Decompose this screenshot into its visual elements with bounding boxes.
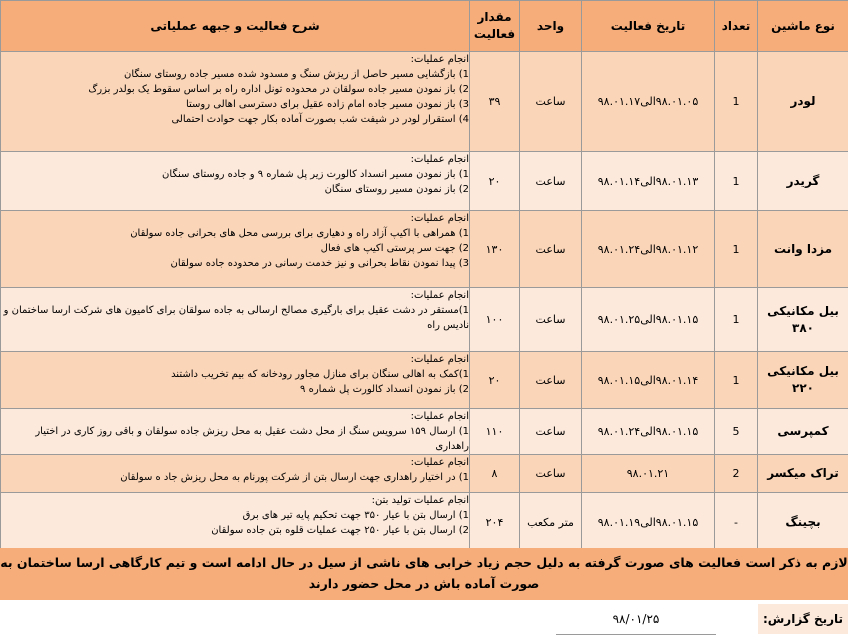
unit-cell: متر مکعب [520, 493, 582, 552]
description-cell [1, 352, 470, 409]
unit-cell: ساعت [520, 352, 582, 409]
description-heading: انجام عملیات: [1, 455, 469, 470]
machine-type-cell: بیل مکانیکی ۳۸۰ [758, 288, 848, 352]
description-cell [1, 52, 470, 152]
description-cell [1, 152, 470, 211]
count-cell: 1 [715, 211, 758, 288]
header-machine-type: نوع ماشین [758, 1, 848, 52]
description-item: 1) در اختیار راهداری جهت ارسال بتن از شرکت پورنام به محل ریزش جاد ه سولقان [1, 470, 469, 485]
unit-cell: ساعت [520, 409, 582, 455]
table-row [1, 455, 848, 493]
machine-type-cell: مزدا وانت [758, 211, 848, 288]
amount-cell: ۲۰ [470, 152, 520, 211]
amount-cell: ۲۰ [470, 352, 520, 409]
description-heading: انجام عملیات: [1, 288, 469, 303]
count-cell: - [715, 493, 758, 552]
count-cell: 1 [715, 52, 758, 152]
unit-cell: ساعت [520, 211, 582, 288]
header-unit: واحد [520, 1, 582, 52]
description-heading: انجام عملیات: [1, 211, 469, 226]
table-row [1, 288, 848, 352]
table-row [1, 211, 848, 288]
machine-type-cell: گریدر [758, 152, 848, 211]
header-description: شرح فعالیت و جبهه عملیاتی [1, 1, 470, 52]
description-heading: انجام عملیات: [1, 52, 469, 67]
report-footer [0, 604, 848, 634]
description-item: 1)مستقر در دشت عقیل برای بارگیری مصالح ارسالی به جاده سولقان برای کامیون های شرکت ارسا ساختمان و نادیس راه [1, 303, 469, 333]
count-cell: 5 [715, 409, 758, 455]
description-cell [1, 211, 470, 288]
date-cell: ۹۸.۰۱.۲۱ [582, 455, 715, 493]
table-body [1, 52, 848, 552]
machine-type-cell: لودر [758, 52, 848, 152]
count-cell: 1 [715, 152, 758, 211]
count-cell: 1 [715, 288, 758, 352]
machine-type-cell: بچینگ [758, 493, 848, 552]
header-count: تعداد [715, 1, 758, 52]
header-amount: مقدار فعالیت [470, 1, 520, 52]
description-heading: انجام عملیات: [1, 409, 469, 424]
table-row [1, 493, 848, 552]
date-cell: ۹۸.۰۱.۱۵الی۹۸.۰۱.۲۴ [582, 409, 715, 455]
header-date: تاریخ فعالیت [582, 1, 715, 52]
date-cell: ۹۸.۰۱.۰۵الی۹۸.۰۱.۱۷ [582, 52, 715, 152]
machine-type-cell: تراک میکسر [758, 455, 848, 493]
table-row [1, 409, 848, 455]
report-date-value: ۹۸/۰۱/۲۵ [556, 604, 716, 635]
table-row [1, 52, 848, 152]
date-cell: ۹۸.۰۱.۱۵الی۹۸.۰۱.۲۵ [582, 288, 715, 352]
description-item: 2) باز نمودن مسیر روستای سنگان [1, 182, 469, 197]
description-item: 4) استقرار لودر در شیفت شب بصورت آماده بکار جهت حوادث احتمالی [1, 112, 469, 127]
description-item: 1) ارسال ۱۵۹ سرویس سنگ از محل دشت عقیل به محل ریزش جاده سولقان و باقی روز کاری در اختیار راهداری [1, 424, 469, 454]
amount-cell: ۱۰۰ [470, 288, 520, 352]
amount-cell: ۲۰۴ [470, 493, 520, 552]
count-cell: 2 [715, 455, 758, 493]
note-banner: لازم به ذکر است فعالیت های صورت گرفته به دلیل حجم زیاد خرابی های ناشی از سیل در حال ادامه است و تیم کارگاهی ارسا ساختمان به صورت آماده باش در محل حضور دارند [0, 548, 848, 600]
description-item: 2) ارسال بتن با عیار ۲۵۰ جهت عملیات قلوه بتن جاده سولقان [1, 523, 469, 538]
description-item: 2) جهت سر پرستی اکیپ های فعال [1, 241, 469, 256]
date-cell: ۹۸.۰۱.۱۲الی۹۸.۰۱.۲۴ [582, 211, 715, 288]
unit-cell: ساعت [520, 152, 582, 211]
date-cell: ۹۸.۰۱.۱۴الی۹۸.۰۱.۱۵ [582, 352, 715, 409]
amount-cell: ۸ [470, 455, 520, 493]
machine-type-cell: بیل مکانیکی ۲۲۰ [758, 352, 848, 409]
description-item: 1) باز نمودن مسیر انسداد کالورت زیر پل شماره ۹ و جاده روستای سنگان [1, 167, 469, 182]
description-item: 1)کمک به اهالی سنگان برای منازل مجاور رودخانه که بیم تخریب داشتند [1, 367, 469, 382]
amount-cell: ۳۹ [470, 52, 520, 152]
count-cell: 1 [715, 352, 758, 409]
description-item: 3) پیدا نمودن نقاط بحرانی و نیز خدمت رسانی در محدوده جاده سولقان [1, 256, 469, 271]
unit-cell: ساعت [520, 52, 582, 152]
description-item: 1) بازگشایی مسیر حاصل از ریزش سنگ و مسدود شده مسیر جاده روستای سنگان [1, 67, 469, 82]
description-item: 2) باز نمودن انسداد کالورت پل شماره ۹ [1, 382, 469, 397]
table-header-row [1, 1, 848, 52]
amount-cell: ۱۱۰ [470, 409, 520, 455]
description-item: 1) ارسال بتن با عیار ۳۵۰ جهت تحکیم پایه تیر های برق [1, 508, 469, 523]
unit-cell: ساعت [520, 455, 582, 493]
description-heading: انجام عملیات: [1, 152, 469, 167]
description-heading: انجام عملیات: [1, 352, 469, 367]
description-cell [1, 455, 470, 493]
description-heading: انجام عملیات تولید بتن: [1, 493, 469, 508]
description-item: 3) باز نمودن مسیر جاده امام زاده عقیل برای دسترسی اهالی روستا [1, 97, 469, 112]
unit-cell: ساعت [520, 288, 582, 352]
description-cell [1, 288, 470, 352]
date-cell: ۹۸.۰۱.۱۳الی۹۸.۰۱.۱۴ [582, 152, 715, 211]
table-row [1, 352, 848, 409]
description-item: 1) همراهی با اکیپ آزاد راه و دهیاری برای بررسی محل های بحرانی جاده سولقان [1, 226, 469, 241]
report-date-label: تاریخ گزارش: [758, 604, 848, 634]
description-item: 2) باز نمودن مسیر جاده سولقان در محدوده تونل اداره راه بر اساس سقوط یک بولدر بزرگ [1, 82, 469, 97]
date-cell: ۹۸.۰۱.۱۵الی۹۸.۰۱.۱۹ [582, 493, 715, 552]
table-row [1, 152, 848, 211]
machine-type-cell: کمپرسی [758, 409, 848, 455]
amount-cell: ۱۳۰ [470, 211, 520, 288]
description-cell [1, 409, 470, 455]
description-cell [1, 493, 470, 552]
